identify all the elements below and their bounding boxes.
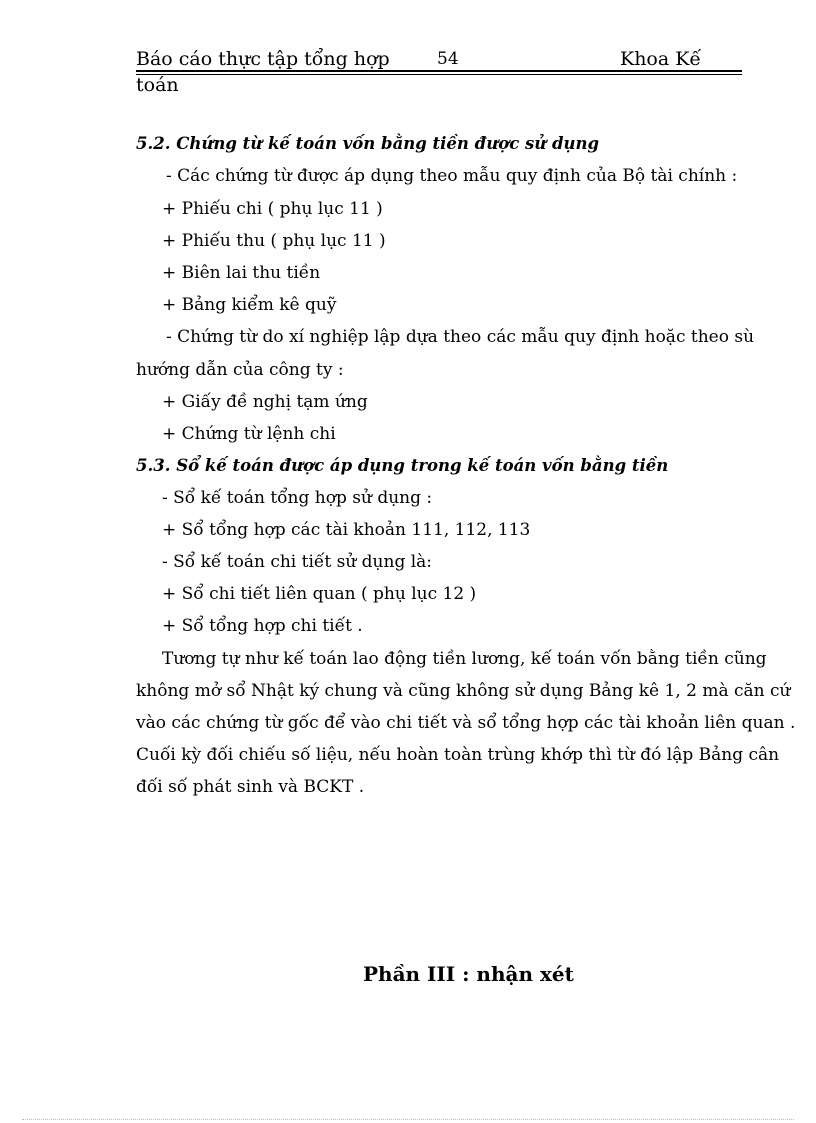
list-item: + Biên lai thu tiền [162,263,321,283]
list-item: - Sổ kế toán chi tiết sử dụng là: [162,552,433,572]
header-rule-thin [136,74,742,75]
header-rule [136,70,742,72]
header-title: Báo cáo thực tập tổng hợp [136,48,390,70]
list-item: - Sổ kế toán tổng hợp sử dụng : [162,488,433,508]
paragraph-line: vào các chứng từ gốc để vào chi tiết và sổ tổng hợp các tài khoản liên quan . [136,713,796,733]
section-heading-5-2: 5.2. Chứng từ kế toán vốn bằng tiền được sử dụng [136,134,600,153]
part-title: Phần III : nhận xét [363,962,574,986]
list-item: + Chứng từ lệnh chi [162,424,336,444]
header-department-continued: toán [136,74,179,96]
paragraph-line: đối số phát sinh và BCKT . [136,777,365,797]
list-item: + Phiếu thu ( phụ lục 11 ) [162,231,386,251]
paragraph-line: Cuối kỳ đối chiếu số liệu, nếu hoàn toàn trùng khớp thì từ đó lập Bảng cân [136,745,780,765]
list-item: + Phiếu chi ( phụ lục 11 ) [162,199,383,219]
list-item: + Bảng kiểm kê quỹ [162,295,337,315]
header-department: Khoa Kế [620,48,702,70]
paragraph-line: - Chứng từ do xí nghiệp lập dựa theo các mẫu quy định hoặc theo sù [166,327,755,347]
list-item: + Giấy đề nghị tạm ứng [162,392,368,412]
paragraph-line: - Các chứng từ được áp dụng theo mẫu quy định của Bộ tài chính : [166,166,738,186]
list-item: + Sổ chi tiết liên quan ( phụ lục 12 ) [162,584,477,604]
section-heading-5-3: 5.3. Sổ kế toán được áp dụng trong kế toán vốn bằng tiền [136,456,669,475]
list-item: + Sổ tổng hợp các tài khoản 111, 112, 113 [162,520,531,540]
paragraph-line: không mở sổ Nhật ký chung và cũng không sử dụng Bảng kê 1, 2 mà căn cứ [136,681,791,701]
paragraph-line: hướng dẫn của công ty : [136,360,344,380]
list-item: + Sổ tổng hợp chi tiết . [162,616,363,636]
page-bottom-border [22,1119,794,1120]
paragraph-line: Tương tự như kế toán lao động tiền lương, kế toán vốn bằng tiền cũng [162,649,767,669]
page-number: 54 [437,49,459,69]
